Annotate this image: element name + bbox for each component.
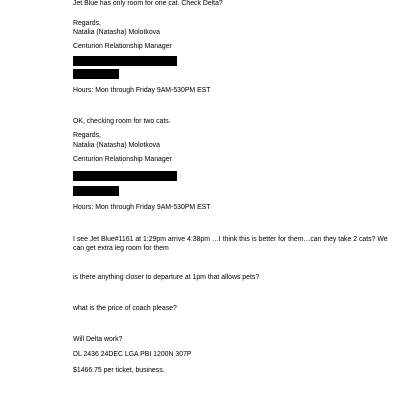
message-coach-price: what is the price of coach please? xyxy=(73,305,177,312)
redaction-bar xyxy=(73,171,177,181)
signature-name: Natalia (Natasha) Molotkova xyxy=(73,142,160,149)
signature-regards: Regards, xyxy=(73,20,101,27)
signature-regards: Regards, xyxy=(73,132,101,139)
message-line-top: Jet Blue has only room for one cat. Check Delta? xyxy=(73,0,223,7)
ticket-price: $1466.75 per ticket, business. xyxy=(73,367,165,374)
redaction-bar xyxy=(73,69,119,79)
message-closer-departure: is there anything closer to departure at 1pm that allows pets? xyxy=(73,274,260,281)
redaction-bar xyxy=(73,56,177,66)
redaction-bar xyxy=(73,186,119,196)
signature-hours: Hours: Mon through Friday 9AM-530PM EST xyxy=(73,87,211,94)
message-line-two-cats: OK, checking room for two cats. xyxy=(73,118,171,125)
message-delta-question: Will Delta work? xyxy=(73,336,123,343)
signature-title: Centurion Relationship Manager xyxy=(73,43,172,50)
signature-name: Natalia (Natasha) Molotkova xyxy=(73,29,160,36)
signature-title: Centurion Relationship Manager xyxy=(73,156,172,163)
signature-hours: Hours: Mon through Friday 9AM-530PM EST xyxy=(73,204,211,211)
message-jetblue: I see Jet Blue#1161 at 1:29pm arrive 4:38pm …I think this is better for them…can they take 2 cats? We can get extra leg room for them xyxy=(73,236,388,252)
flight-details: DL 2436 24DEC LGA PBI 1200N 307P xyxy=(73,351,192,358)
